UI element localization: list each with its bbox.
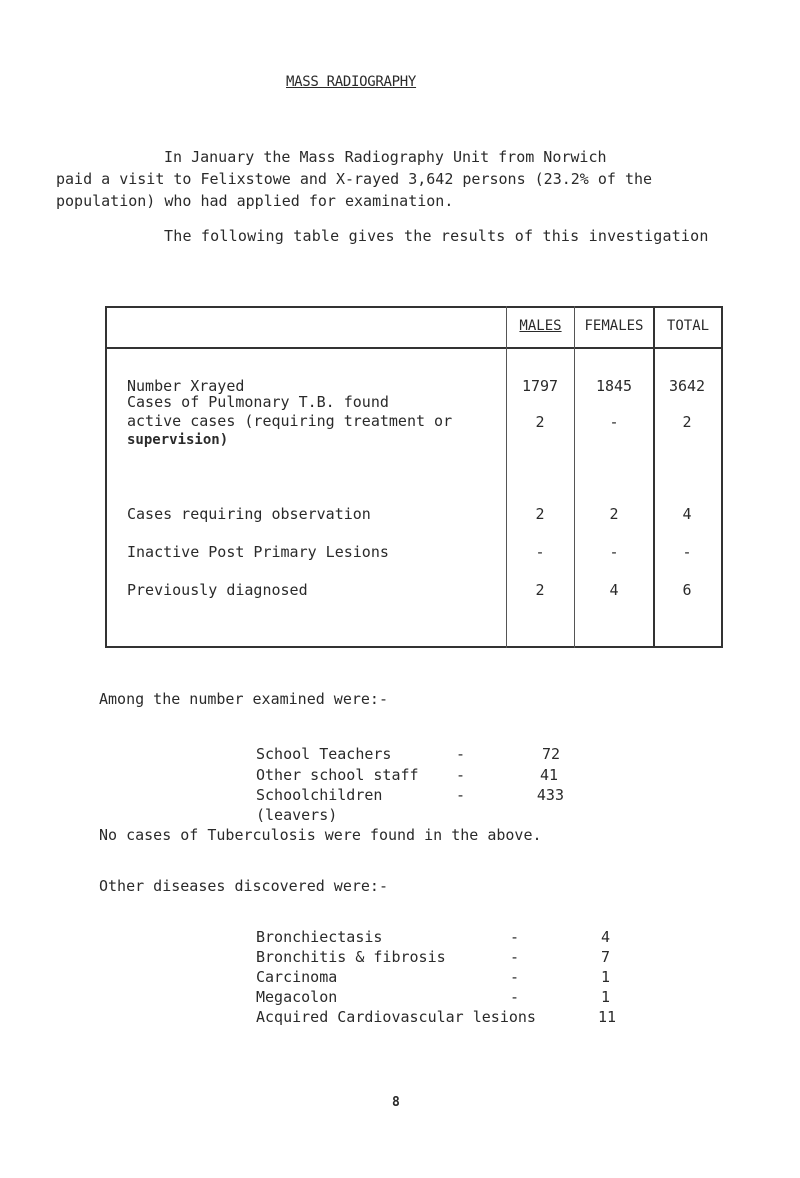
list-item: Bronchitis & fibrosis: [256, 948, 446, 966]
list-item: Carcinoma: [256, 968, 338, 986]
row-label-inactive: Inactive Post Primary Lesions: [127, 543, 389, 561]
cell-females-4: -: [609, 543, 619, 561]
list-item: Schoolchildren: [256, 786, 383, 804]
intro-paragraph: [56, 146, 800, 210]
cell-males-5: 2: [535, 581, 545, 599]
table-intro: The following table gives the results of this investigation: [164, 227, 709, 245]
cell-females-3: 2: [609, 505, 619, 523]
cell-total-2: 2: [682, 413, 692, 431]
intro-line-3: population) who had applied for examination.: [56, 192, 454, 210]
list-value: 41: [539, 766, 558, 784]
list-value: 11: [597, 1008, 616, 1026]
list-dash: -: [510, 928, 520, 946]
no-cases-note: No cases of Tuberculosis were found in the above.: [99, 826, 542, 844]
list-value: 1: [600, 988, 610, 1006]
cell-total-5: 6: [682, 581, 692, 599]
list-item: Megacolon: [256, 988, 338, 1006]
list-dash: -: [510, 948, 520, 966]
list-dash: -: [510, 988, 520, 1006]
among-intro: Among the number examined were:-: [99, 690, 388, 708]
list-item: Bronchiectasis: [256, 928, 383, 946]
cell-females-1: 1845: [595, 377, 633, 395]
list-value: 4: [600, 928, 610, 946]
list-value: 72: [541, 745, 560, 763]
list-dash: -: [456, 766, 466, 784]
cell-total-1: 3642: [668, 377, 706, 395]
table-left-border: [105, 306, 107, 648]
header-separator: [105, 347, 723, 349]
list-value: 7: [600, 948, 610, 966]
row-label-number-xrayed: Number Xrayed: [127, 377, 245, 395]
list-dash: -: [510, 968, 520, 986]
header-total: TOTAL: [666, 318, 710, 334]
row-label-previously-diagnosed: Previously diagnosed: [127, 581, 308, 599]
row-label-pulmonary-tb: [127, 393, 452, 450]
list-dash: -: [456, 786, 466, 804]
intro-line-1: In January the Mass Radiography Unit from Norwich: [164, 148, 607, 166]
table-top-border: [105, 306, 723, 308]
results-table: [105, 306, 723, 648]
row-label-line: supervision): [127, 432, 229, 448]
header-males: MALES: [519, 318, 562, 334]
cell-females-5: 4: [609, 581, 619, 599]
page-title: MASS RADIOGRAPHY: [286, 74, 417, 90]
list-dash: -: [456, 745, 466, 763]
list-item: Other school staff: [256, 766, 419, 784]
cell-males-3: 2: [535, 505, 545, 523]
cell-males-2: 2: [535, 413, 545, 431]
intro-line-2: paid a visit to Felixstowe and X-rayed 3,642 persons (23.2% of the: [56, 170, 653, 188]
list-value: 1: [600, 968, 610, 986]
cell-total-4: -: [682, 543, 692, 561]
page-number: 8: [392, 1095, 400, 1110]
cell-males-1: 1797: [521, 377, 559, 395]
header-females: FEMALES: [584, 318, 644, 334]
row-label-observation: Cases requiring observation: [127, 505, 371, 523]
table-bottom-border: [105, 646, 723, 648]
list-item: School Teachers: [256, 745, 392, 763]
list-item: Acquired Cardiovascular lesions: [256, 1008, 536, 1026]
list-value: 433: [536, 786, 564, 804]
cell-total-3: 4: [682, 505, 692, 523]
cell-females-2: -: [609, 413, 619, 431]
row-label-line: Cases of Pulmonary T.B. found: [127, 393, 389, 411]
row-label-line: active cases (requiring treatment or: [127, 412, 453, 430]
other-diseases-intro: Other diseases discovered were:-: [99, 877, 388, 895]
list-item: (leavers): [256, 806, 338, 824]
cell-males-4: -: [535, 543, 545, 561]
